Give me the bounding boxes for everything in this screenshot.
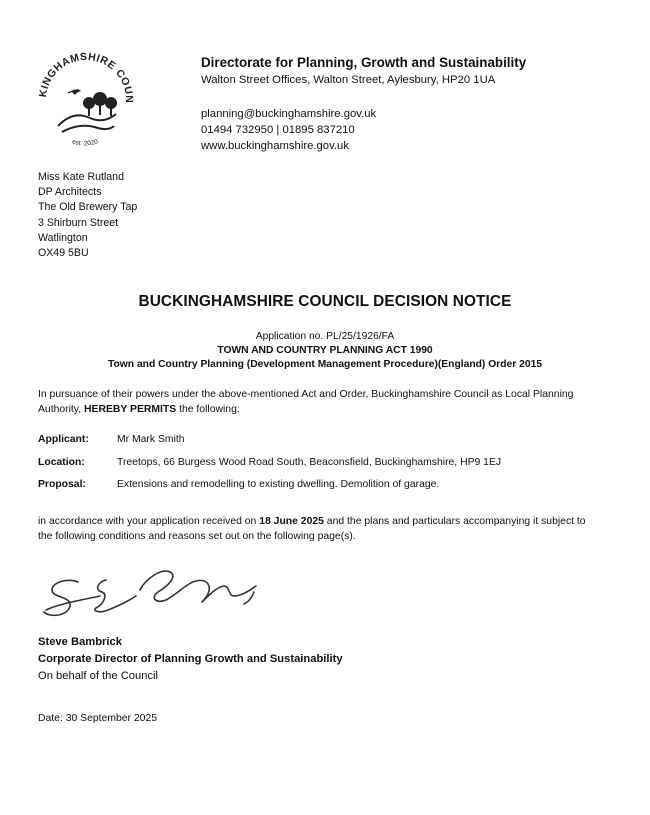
applicant-label: Applicant: <box>38 434 89 445</box>
logo-name-text: KINGHAMSHIRE COUN <box>36 50 136 104</box>
council-logo <box>28 40 142 154</box>
signature-image <box>38 560 270 632</box>
recipient-line: Miss Kate Rutland <box>38 171 124 183</box>
directorate-phones: 01494 732950 | 01895 837210 <box>201 124 355 136</box>
recipient-line: DP Architects <box>38 186 102 199</box>
proposal-label: Proposal: <box>38 479 86 490</box>
recipient-line: OX49 5BU <box>38 247 89 260</box>
accordance-paragraph <box>38 515 598 544</box>
recipient-address <box>38 170 137 261</box>
logo-est-text: est. 2020 <box>71 138 99 148</box>
applicant-value: Mr Mark Smith <box>117 434 185 445</box>
accordance-text: in accordance with your application received on <box>38 516 260 527</box>
intro-text: In pursuance of their powers under the above-mentioned Act and Order, Buckinghamshire Council as Local Planning Authority, <box>38 389 574 415</box>
order-title: Town and Country Planning (Development Management Procedure)(England) Order 2015 <box>107 359 543 370</box>
signature <box>38 560 270 632</box>
application-number: Application no. PL/25/1926/FA <box>255 331 395 342</box>
act-title: TOWN AND COUNTRY PLANNING ACT 1990 <box>217 345 433 356</box>
decision-date: Date: 30 September 2025 <box>38 713 157 724</box>
council-logo-icon <box>28 40 142 154</box>
svg-text:est. 2020 <box>71 138 99 147</box>
received-date: 18 June 2025 <box>259 516 324 527</box>
recipient-line: 3 Shirburn Street <box>38 216 119 229</box>
intro-end-text: the following: <box>176 403 240 415</box>
recipient-line: Watlington <box>38 231 88 244</box>
signatory-title: Corporate Director of Planning Growth and Sustainability <box>38 653 343 665</box>
accordance-end-text: and the plans and particulars accompanying it subject to the following conditions and reasons set out on the following page(s). <box>38 516 586 542</box>
notice-title: BUCKINGHAMSHIRE COUNCIL DECISION NOTICE <box>138 293 512 310</box>
recipient-line: The Old Brewery Tap <box>38 201 138 214</box>
on-behalf-text: On behalf of the Council <box>38 670 159 682</box>
directorate-email: planning@buckinghamshire.gov.uk <box>201 108 377 120</box>
directorate-website: www.buckinghamshire.gov.uk <box>201 140 349 152</box>
signatory-name: Steve Bambrick <box>38 636 122 648</box>
directorate-title: Directorate for Planning, Growth and Sustainability <box>201 55 527 70</box>
svg-text:BUCKINGHAMSHIRE COUNCIL <box>28 40 135 103</box>
intro-paragraph <box>38 388 598 417</box>
location-label: Location: <box>38 457 85 468</box>
hereby-permits-text: HEREBY PERMITS <box>84 403 177 415</box>
location-value: Treetops, 66 Burgess Wood Road South, Beaconsfield, Buckinghamshire, HP9 1EJ <box>117 457 502 468</box>
proposal-value: Extensions and remodelling to existing dwelling. Demolition of garage. <box>117 479 440 490</box>
directorate-address: Walton Street Offices, Walton Street, Aylesbury, HP20 1UA <box>201 74 496 86</box>
